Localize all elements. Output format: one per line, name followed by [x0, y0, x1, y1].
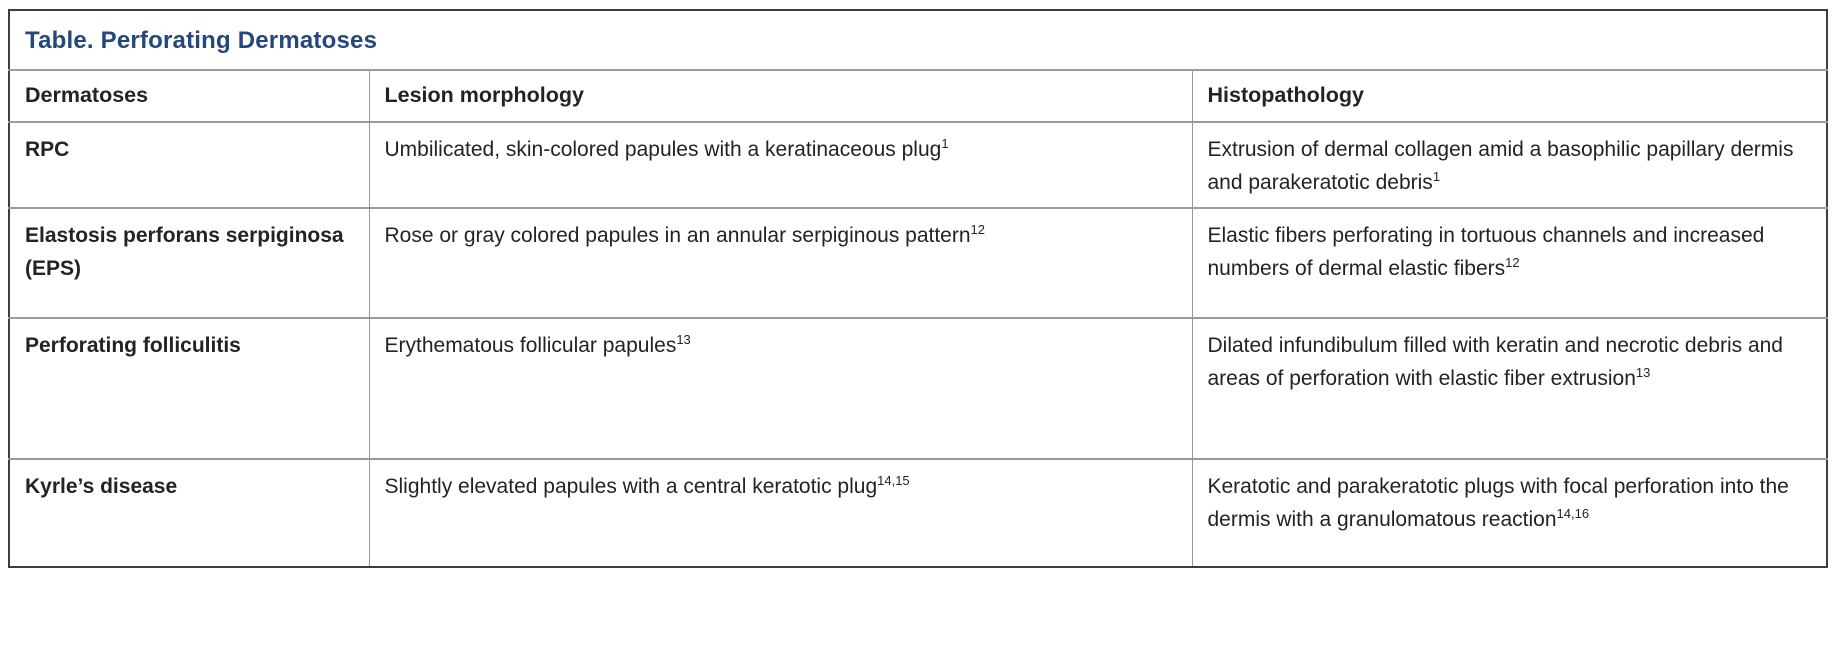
reference-superscript: 12	[970, 222, 985, 238]
reference-superscript: 1	[1432, 169, 1441, 185]
table-row	[9, 122, 1827, 208]
histopathology-text: Dilated infundibulum filled with keratin and necrotic debris and areas of perforation with elastic fiber extrusion	[1207, 334, 1783, 391]
histopathology-cell	[1192, 122, 1827, 208]
lesion-text: Umbilicated, skin-colored papules with a keratinaceous plug	[384, 137, 942, 161]
column-header-histopathology: Histopathology	[1192, 70, 1827, 122]
histopathology-cell	[1192, 459, 1827, 567]
lesion-text: Rose or gray colored papules in an annular serpiginous pattern	[384, 224, 971, 248]
reference-superscript: 14,15	[877, 473, 910, 489]
dermatoses-table-container	[8, 9, 1826, 568]
lesion-morphology-cell	[369, 318, 1192, 459]
reference-superscript: 1	[941, 135, 949, 151]
lesion-morphology-cell	[369, 208, 1192, 318]
reference-superscript: 14,16	[1556, 506, 1590, 522]
column-header-dermatoses: Dermatoses	[9, 70, 369, 122]
column-header-lesion-morphology: Lesion morphology	[369, 70, 1192, 122]
histopathology-cell	[1192, 208, 1827, 318]
table-title: Table. Perforating Dermatoses	[25, 27, 378, 54]
table-row	[9, 208, 1827, 318]
reference-superscript: 13	[1635, 365, 1651, 381]
lesion-morphology-cell	[369, 459, 1192, 567]
reference-superscript: 13	[676, 332, 691, 348]
table-row	[9, 459, 1827, 567]
table-title-row	[9, 10, 1827, 70]
lesion-text: Slightly elevated papules with a central keratotic plug	[384, 475, 878, 499]
dermatosis-name: Perforating folliculitis	[9, 318, 369, 459]
dermatosis-name: Elastosis perforans serpiginosa (EPS)	[9, 208, 369, 318]
lesion-morphology-cell	[369, 122, 1192, 208]
dermatosis-name: RPC	[9, 122, 369, 208]
reference-superscript: 12	[1505, 255, 1520, 271]
perforating-dermatoses-table	[8, 9, 1828, 568]
table-header-row	[9, 70, 1827, 122]
histopathology-text: Keratotic and parakeratotic plugs with focal perforation into the dermis with a granulomatous reaction	[1207, 475, 1789, 532]
table-row	[9, 318, 1827, 459]
histopathology-text: Elastic fibers perforating in tortuous channels and increased numbers of dermal elastic fibers	[1207, 224, 1765, 281]
histopathology-cell	[1192, 318, 1827, 459]
lesion-text: Erythematous follicular papules	[384, 334, 677, 358]
dermatosis-name: Kyrle’s disease	[9, 459, 369, 567]
histopathology-text: Extrusion of dermal collagen amid a basophilic papillary dermis and parakeratotic debris	[1207, 137, 1794, 195]
